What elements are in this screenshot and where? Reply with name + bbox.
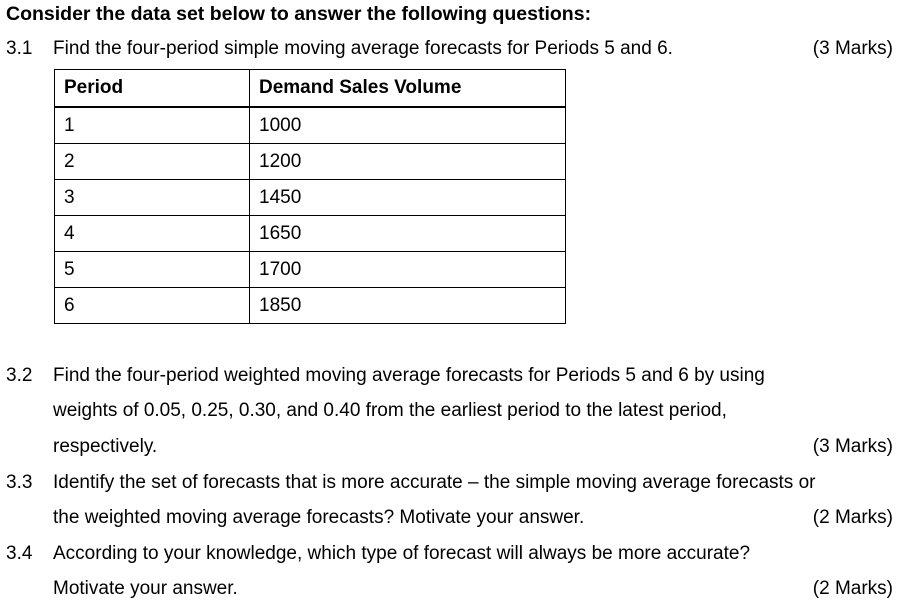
table-row xyxy=(55,216,566,252)
question-number: 3.3 xyxy=(6,472,33,493)
period-cell: 3 xyxy=(55,180,250,216)
period-cell: 6 xyxy=(55,288,250,324)
column-header-period: Period xyxy=(55,70,250,108)
page-heading: Consider the data set below to answer the following questions: xyxy=(6,3,592,25)
table-row xyxy=(55,252,566,288)
question-marks: (2 Marks) xyxy=(812,507,893,528)
question-3-3 xyxy=(6,471,893,495)
demand-cell: 1700 xyxy=(250,252,566,288)
demand-cell: 1000 xyxy=(250,107,566,144)
demand-cell: 1650 xyxy=(250,216,566,252)
period-cell: 5 xyxy=(55,252,250,288)
question-3-4-line-2 xyxy=(6,577,893,601)
question-text: the weighted moving average forecasts? Motivate your answer. xyxy=(53,507,585,528)
column-header-demand: Demand Sales Volume xyxy=(250,70,566,108)
question-text: respectively. xyxy=(53,436,158,457)
question-number: 3.2 xyxy=(6,365,33,386)
question-3-4 xyxy=(6,542,893,566)
table-row xyxy=(55,107,566,144)
demand-cell: 1850 xyxy=(250,288,566,324)
demand-table xyxy=(54,69,566,324)
table-row xyxy=(55,180,566,216)
question-number: 3.1 xyxy=(6,38,33,59)
question-text: weights of 0.05, 0.25, 0.30, and 0.40 from the earliest period to the latest period, xyxy=(53,400,727,421)
table-row xyxy=(55,288,566,324)
question-text: Motivate your answer. xyxy=(53,578,238,599)
demand-cell: 1200 xyxy=(250,144,566,180)
question-text: Find the four-period simple moving average forecasts for Periods 5 and 6. xyxy=(53,38,673,59)
question-marks: (3 Marks) xyxy=(812,436,893,457)
question-3-3-line-2 xyxy=(6,506,893,530)
question-number: 3.4 xyxy=(6,543,33,564)
period-cell: 2 xyxy=(55,144,250,180)
table-row xyxy=(55,144,566,180)
table-header-row xyxy=(55,70,566,108)
period-cell: 4 xyxy=(55,216,250,252)
question-3-2-line-3 xyxy=(6,435,893,459)
period-cell: 1 xyxy=(55,107,250,144)
demand-cell: 1450 xyxy=(250,180,566,216)
question-3-2-line-2 xyxy=(6,399,893,423)
question-3-2 xyxy=(6,364,893,388)
question-marks: (2 Marks) xyxy=(812,578,893,599)
question-marks: (3 Marks) xyxy=(812,38,893,59)
question-text: Identify the set of forecasts that is more accurate – the simple moving average forecasts or xyxy=(53,472,816,493)
question-3-1 xyxy=(6,37,893,61)
question-text: According to your knowledge, which type of forecast will always be more accurate? xyxy=(53,543,751,564)
question-text: Find the four-period weighted moving average forecasts for Periods 5 and 6 by using xyxy=(53,365,765,386)
